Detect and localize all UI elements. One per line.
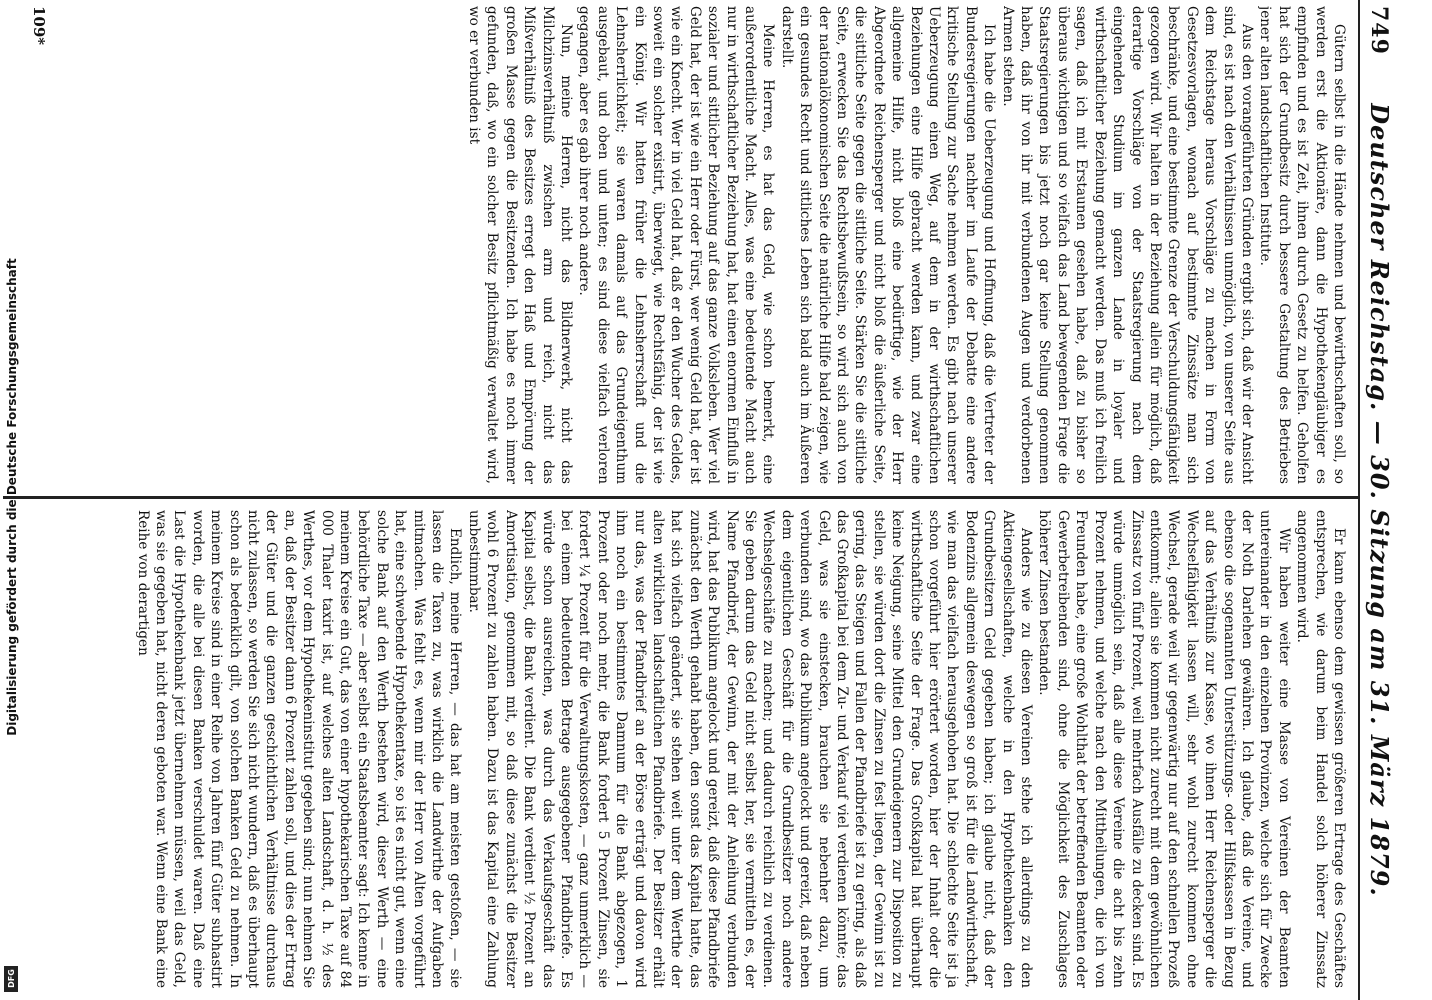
text-column-left <box>8 6 1348 484</box>
text-column-right <box>8 510 1348 988</box>
digitization-notice <box>2 0 20 1000</box>
page-number: 749 <box>1366 6 1392 55</box>
paragraph: Gütern selbst in die Hände nehmen und bewirthschaften soll, so werden erst die Aktionäre, dann die Hypothekengläubiger es empfinden und es ist Zeit, ihnen durch Gesetz zu helfen. Geholfen hat sich der Grundbesitz durch bessere Gestaltung des Betriebes jener alten landschaftlichen Institute. <box>1257 6 1347 484</box>
page-header <box>1360 0 1400 1000</box>
paragraph: Er kann ebenso dem gewissen größeren Ertrage des Geschäftes entsprechen, wie darum beim Handel solch höherer Zinssatz angenommen wird. <box>1294 510 1347 988</box>
paragraph: Ich habe die Ueberzeugung und Hoffnung, daß die Vertreter der Bundesregierungen nachher im Laufe der Debatte eine andere kritische Stellung zur Sache nehmen werden. Es gibt nach unserer Ueberzeugung einen Weg, auf dem in der wirthschaftlichen Beziehungen eine Hilfe gebracht werden kann, und zwar eine allgemeine Hilfe, nicht bloß eine bedürftige, wie der Herr Abgeordnete Reichensperger und nicht bloß die äußerliche Seite, die sittliche Seite gegen die sittliche Seite. Stärken Sie die sittliche Seite, erwecken Sie das Rechtsbewußtsein, so wird sich auch von der nationalökonomischen Seite die natürliche Hilfe bald zeigen, wie ein gesundes Recht und sittliches Leben sich bald auch im Äußeren darstellt. <box>778 6 998 484</box>
paragraph: Endlich, meine Herren, — das hat am meisten gestoßen, — sie lassen die Taxen zu, was wirklich die Landwirthe der Aufgaben mitmachen. Was fehlt es, wenn mir der Herr von Alten vorgeführt hat, eine schwebende Hypothekentaxe, so ist es nicht gut, wenn eine solche Bank auf den Werth bestehen wird, dieser Werth — eine behördliche Taxe — aber selbst ein Staatsbeamter sagt: Ich kenne in meinem Kreise ein Gut, das von einer hypothekarischen Taxe auf 84 000 Thaler taxirt ist, auf welches alten Landschaft, d. h. ½ des Werthes, vor dem Hypothekeninstitut gegeben sind; nun nehmen Sie an, daß der Besitzer dann 6 Prozent zahlen soll, und dies der Ertrag der Güter und die ganzen geschichtlichen Verhältnisse durchaus nicht zulassen, so werden Sie sich nicht wundern, daß es überhaupt schon als bedenklich gilt, von solchen Banken Geld zu nehmen. In meinem Kreise sind in einer Reihe von Jahren fünf Güter subhastirt worden, die alle bei diesen Banken verschuldet waren. Daß eine Last die Hypothekenbank jetzt übernehmen müssen, weil das Geld, was sie gegeben hat, nicht deren geboten war. Wenn eine Bank eine Reihe von derartigen <box>134 510 464 988</box>
paragraph: Nun, meine Herren, nicht das Bildnerwerk, nicht das Milchzinsverhältniß zwischen arm und reich, nicht das Mißverhältniß des Besitzes erregt den Haß und Empörung der großen Masse gegen die Besitzenden. Ich habe es noch immer gefunden, daß, wo ein solcher Besitz pflichtmäßig verwaltet wird, wo er verbunden ist <box>465 6 574 484</box>
page-title: Deutscher Reichstag. — 30. Sitzung am 31. März 1879. <box>1365 103 1394 897</box>
signature-mark: 109* <box>30 6 48 46</box>
paragraph: Meine Herren, es hat das Geld, wie schon bemerkt, eine außerordentliche Macht. Alles, was eine bedeutende Macht auch nur in wirthschaftlicher Beziehung hat, hat einen enormen Einfluß in sozialer und sittlicher Beziehung auf das ganze Volksleben. Wer viel Geld hat, der ist wie ein Herr oder Fürst, wer wenig Geld hat, der ist wie ein Knecht. Wer in viel Geld hat, daß er den Wucher des Geldes, soweit ein solcher existirt, überwiegt, wie Rechtsfähig, der ist wie ein König. Wir hatten früher die Lehnsherrschaft und die Lehnsherrlichkeit; sie waren damals auf das Grundeigenthum ausgebaut, und oben und unten; es sind diese vielfach verloren gegangen, aber es gab ihrer noch andere. <box>576 6 777 484</box>
paragraph: Aus den vorangeführten Gründen ergibt sich, daß wir der Ansicht sind, es ist nach den Verhältnissen unmöglich, von unserer Seite aus dem Reichstage heraus Vorschläge zu machen in Form von Gesetzesvorlagen, wonach auf bestimmte Zinssätze man sich beschränke, und eine bestimmte Grenze der Verschuldungsfähigkeit gezogen wird. Wir halten in der Beziehung allein für möglich, daß derartige Vorschläge von der Staatsregierung nach dem eingehenden Studium im ganzen Lande in loyaler und wirthschaftlicher Beziehung gemacht werden. Das muß ich freilich sagen, daß ich mit Erstaunen gesehen habe, daß zu bisher so überaus wichtigen und so vielfach das Land bewegenden Frage die Staatsregierungen bis jetzt noch gar keine Stellung genommen haben, daß ihr von ihr mit verbundenen Augen und verdorbenen Armen stehen. <box>999 6 1255 484</box>
dfg-logo <box>4 966 18 992</box>
paragraph: Anders wie zu diesen Vereinen stehe ich allerdings zu den Aktiengesellschaften, welche in den Hypothekenbanken den Grundbesitzern Geld gegeben haben; ich glaube nicht, daß der Bodenzins allgemein deswegen so groß ist für die Landwirthschaft, wie man das vielfach herausgehoben hat. Die schlechte Seite ist ja schon vorgeführt hier erörtert worden, hier der Inhalt oder die wirthschaftliche Seite der Frage. Das Großkapital hat überhaupt keine Neigung, seine Mittel den Grundeigenern zur Disposition zu stellen, sie würden dort die Zinsen zu fest liegen, der Gewinn ist zu gering, das Steigen und Fallen der Pfandbriefe ist zu gering, als daß das Großkapital bei dem Zu- und Verkauf viel verdienen könnte; das Geld, was sie einstecken, brauchen sie nebenher dazu, um verbunden sind, wo das Publikum angelockt und gereizt, daß neben dem eigentlichen Geschäft für die Grundbesitzer noch andere Wechselgeschäfte zu machen; und dadurch reichlich zu verdienen. Sie geben darum das Geld nicht selbst her, sie vermitteln es, der Name Pfandbrief, der Gewinn, der mit der Anleihung verbunden wird, hat das Publikum angelockt und gereizt, daß diese Pfandbriefe zunächst den Werth gehabt haben, den sonst das Kapital hatte, das hat sich vielfach geändert, sie stehen weit unter dem Werthe der alten wirklichen landschaftlichen Pfandbriefe. Der Besitzer erhält nur das, was der Pfandbrief an der Börse erträgt und davon wird ihm noch ein bestimmtes Damnum für die Bank abgezogen, 1 Prozent oder noch mehr, die Bank fordert 5 Prozent Zinsen, sie fordert ¼ Prozent für die Verwaltungskosten, — ganz unmerklich — bei einem bedeutenden Betrage ausgegebener Pfandbriefe. Es würde schon ausreichen, was durch das Verkaufsgeschäft das Kapital selbst, die Bank verdient. Die Bank verdient ½ Prozent an Amortisation, genommen mit, so daß diese zunächst die Besitzer wohl 6 Prozent zu zahlen haben. Dazu ist das Kapital eine Zahlung unbestimmbar. <box>465 510 1035 988</box>
dfg-logo-text: DFG <box>6 969 16 988</box>
header-rule <box>1358 0 1360 1000</box>
column-divider <box>3 496 1358 499</box>
paragraph: Wir haben weiter eine Masse von Vereinen der Beamten untereinander in den einzelnen Provinzen, welche sich für Zwecke der Noth Darlehen gewähren. Ich glaube, daß die Vereine, und ebenso die sogenannten Unterstützungs- oder Hilfskassen in Bezug auf das Verhältniß zur Kasse, wo ihnen Herr Reichensperger die Wechselfähigkeit lassen will, sehr wohl zurecht kommen ohne Wechsel, gerade weil wir gegenwärtig nur auf den schnellen Prozeß entkommt; allein sie kommen nicht zurecht mit dem gewöhnlichen Zinssatz von fünf Prozent, weil mehrfach Ausfälle zu decken sind. Es würde unmöglich sein, daß alle diese Vereine die acht bis zehn Prozent nehmen, und welche nach den Mittheilungen, die ich von Freunden habe, eine große Wohlthat der betreffenden Beamten oder Gewerbetreibenden sind, ohne die Möglichkeit des Zuschlages höherer Zinsen bestanden. <box>1036 510 1292 988</box>
digitization-text: Digitalisierung gefördert durch die Deutsche Forschungsgemeinschaft <box>5 258 19 736</box>
